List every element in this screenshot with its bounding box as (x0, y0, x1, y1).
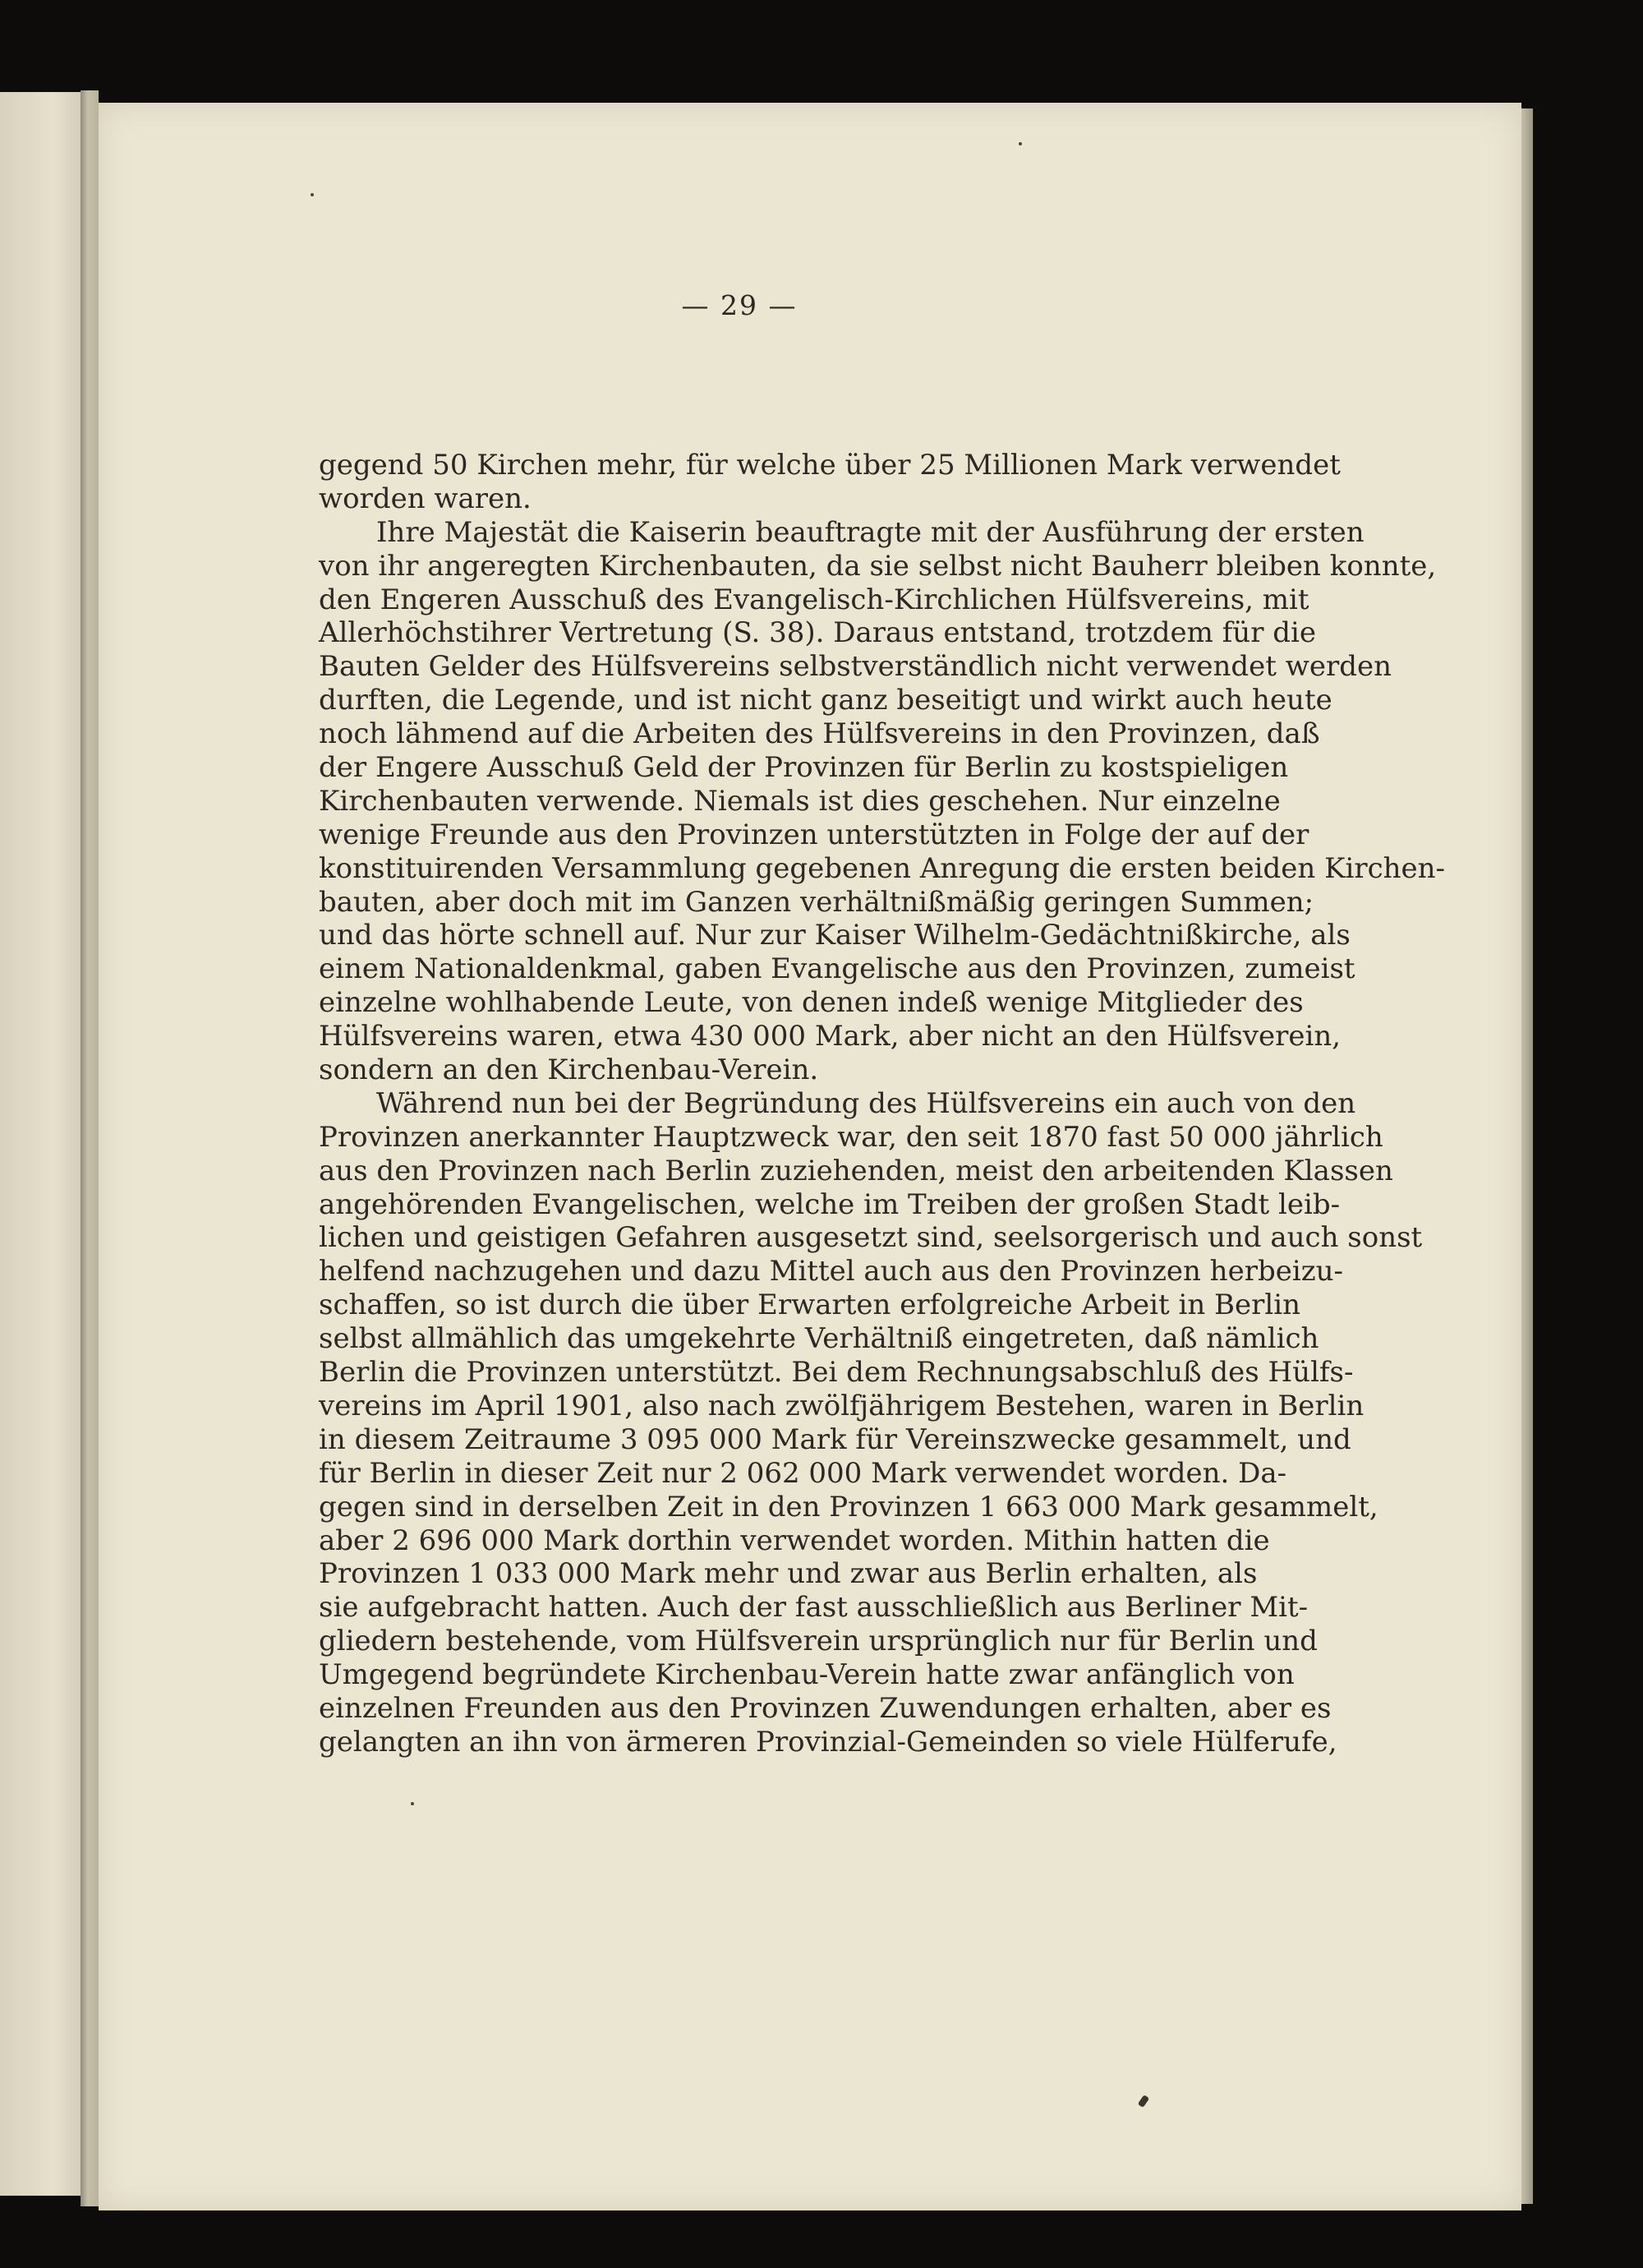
page-edge (1521, 108, 1533, 2204)
text-line: Berlin die Provinzen unterstützt. Bei dem Rechnungsabschluß des Hülfs- (319, 1356, 1354, 1390)
text-line: und das hörte schnell auf. Nur zur Kaiser Wilhelm-Gedächtnißkirche, als (319, 919, 1351, 952)
text-line: worden waren. (319, 482, 532, 515)
text-line: vereins im April 1901, also nach zwölfjährigem Bestehen, waren in Berlin (319, 1389, 1365, 1422)
paper-speck (1019, 142, 1022, 145)
text-line: Kirchenbauten verwende. Niemals ist dies geschehen. Nur einzelne (319, 784, 1281, 818)
text-line: Allerhöchstihrer Vertretung (S. 38). Daraus entstand, trotzdem für die (319, 616, 1317, 650)
text-line: wenige Freunde aus den Provinzen unterstützten in Folge der auf der (319, 818, 1309, 851)
text-line: in diesem Zeitraume 3 095 000 Mark für Vereinszwecke gesammelt, und (319, 1422, 1351, 1456)
text-line: gegen sind in derselben Zeit in den Provinzen 1 663 000 Mark gesammelt, (319, 1490, 1378, 1524)
text-line: selbst allmählich das umgekehrte Verhältniß eingetreten, daß nämlich (319, 1322, 1319, 1356)
page-number: — 29 — (681, 289, 798, 321)
text-line: Während nun bei der Begründung des Hülfsvereins ein auch von den (376, 1086, 1356, 1120)
text-line: Hülfsvereins waren, etwa 430 000 Mark, aber nicht an den Hülfsverein, (319, 1020, 1342, 1053)
text-line: aus den Provinzen nach Berlin zuziehenden, meist den arbeitenden Klassen (319, 1154, 1393, 1187)
text-line: Ihre Majestät die Kaiserin beauftragte mit der Ausführung der ersten (376, 515, 1365, 549)
text-line: schaffen, so ist durch die über Erwarten erfolgreiche Arbeit in Berlin (319, 1288, 1301, 1322)
paper-speck (311, 193, 314, 196)
text-line: konstituirenden Versammlung gegebenen Anregung die ersten beiden Kirchen- (319, 851, 1446, 885)
book-gutter (81, 90, 99, 2206)
text-line: einzelnen Freunden aus den Provinzen Zuwendungen erhalten, aber es (319, 1691, 1332, 1725)
text-line: Bauten Gelder des Hülfsvereins selbstverständlich nicht verwendet werden (319, 650, 1392, 684)
facing-page-edge (0, 92, 90, 2196)
text-line: gegend 50 Kirchen mehr, für welche über 25 Millionen Mark verwendet (319, 449, 1341, 482)
text-line: gliedern bestehende, vom Hülfsverein ursprünglich nur für Berlin und (319, 1625, 1318, 1658)
text-line: den Engeren Ausschuß des Evangelisch-Kirchlichen Hülfsvereins, mit (319, 583, 1309, 616)
text-line: von ihr angeregten Kirchenbauten, da sie selbst nicht Bauherr bleiben konnte, (319, 549, 1437, 583)
text-line: einem Nationaldenkmal, gaben Evangelische aus den Provinzen, zumeist (319, 952, 1355, 986)
ink-mark (1138, 2095, 1150, 2108)
text-line: helfend nachzugehen und dazu Mittel auch aus den Provinzen herbeizu- (319, 1255, 1344, 1288)
text-line: der Engere Ausschuß Geld der Provinzen für Berlin zu kostspieligen (319, 751, 1289, 785)
text-line: gelangten an ihn von ärmeren Provinzial-Gemeinden so viele Hülferufe, (319, 1725, 1337, 1759)
text-line: lichen und geistigen Gefahren ausgesetzt sind, seelsorgerisch und auch sonst (319, 1221, 1423, 1255)
text-line: Umgegend begründete Kirchenbau-Verein hatte zwar anfänglich von (319, 1658, 1295, 1692)
text-line: angehörenden Evangelischen, welche im Treiben der großen Stadt leib- (319, 1187, 1341, 1221)
body-text (319, 449, 1446, 1759)
text-line: sondern an den Kirchenbau-Verein. (319, 1053, 819, 1087)
text-line: sie aufgebracht hatten. Auch der fast ausschließlich aus Berliner Mit- (319, 1591, 1309, 1625)
paper-speck (411, 1802, 414, 1805)
text-line: aber 2 696 000 Mark dorthin verwendet worden. Mithin hatten die (319, 1524, 1270, 1557)
text-line: für Berlin in dieser Zeit nur 2 062 000 Mark verwendet worden. Da- (319, 1456, 1287, 1490)
text-line: Provinzen anerkannter Hauptzweck war, den seit 1870 fast 50 000 jährlich (319, 1120, 1383, 1154)
text-line: durften, die Legende, und ist nicht ganz beseitigt und wirkt auch heute (319, 684, 1332, 717)
text-line: bauten, aber doch mit im Ganzen verhältnißmäßig geringen Summen; (319, 885, 1314, 919)
text-line: noch lähmend auf die Arbeiten des Hülfsvereins in den Provinzen, daß (319, 717, 1320, 751)
text-line: einzelne wohlhabende Leute, von denen indeß wenige Mitglieder des (319, 986, 1304, 1020)
text-line: Provinzen 1 033 000 Mark mehr und zwar aus Berlin erhalten, als (319, 1557, 1258, 1591)
